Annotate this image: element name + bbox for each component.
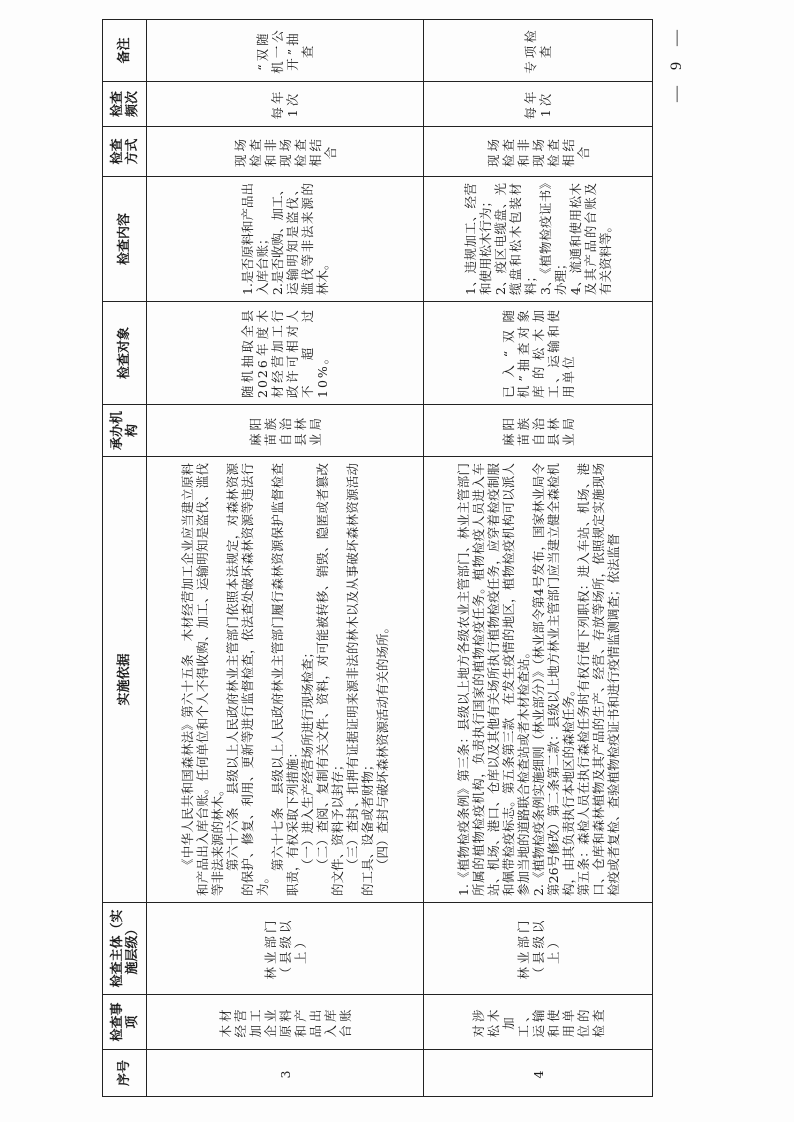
content-item: 4、流通和使用松木及其产品的台账及有关资料等。: [568, 183, 613, 295]
cell-content: [424, 177, 653, 302]
basis-paragraph: （一）进入生产经营场所进行现场检查；: [300, 645, 315, 871]
content-item: 1.是否原料和产品出入库台账；: [240, 183, 270, 295]
header-method: 检查方式: [103, 127, 147, 177]
cell-method: 现场检查和非现场检查相结合: [424, 127, 653, 177]
cell-content: [147, 177, 424, 302]
inspection-table: [102, 19, 653, 1097]
basis-paragraph: 1.《植物检疫条例》第三条：县级以上地方各级农业主管部门、林业主管部门所属的植物检疫机构，负责执行国家的植物检疫任务。植物检疫人员进入车站、机场、港口、仓库以及其他有关场所执行植物检疫任务，应穿着检疫制服和佩带检疫标志。第五条第三款 在发生疫情的地区，植物检疫机构可以派人参加当地的道路联合检查站或者木材检查站。: [455, 463, 531, 896]
content-item: 2.是否收购、加工、运输明知是盗伐、滥伐等非法来源的林木。: [270, 183, 330, 295]
content-item: 3、《植物检疫证书》办理；: [538, 183, 568, 295]
header-no: 序号: [103, 1050, 147, 1097]
content-item: 2、疫区电缆盘、光缆盘和松木包装材料；: [493, 183, 538, 295]
cell-subject: 林业部门（县级以上）: [424, 903, 653, 995]
header-target: 检查对象: [103, 302, 147, 405]
cell-target: 随机抽取全县2026年度木材经营加工行政许可相对人不超过10%。: [147, 302, 424, 405]
basis-paragraph: 第五条：森检人员在执行森检任务时有权行使下列职权：进入车站、机场、港口、仓库和森林植物及其产品的生产、经营、存放等场所，依照规定实施现场检疫或者复检、查验植物检疫证书和进行疫情监测调查；依法监督: [575, 463, 621, 896]
cell-no: 3: [147, 1050, 424, 1097]
basis-paragraph: （四）查封与破坏森林资源活动有关的场所。: [375, 620, 390, 871]
basis-paragraph: 第六十七条 县级以上人民政府林业主管部门履行森林资源保护监督检查职责，有权采取下列措施：: [270, 463, 300, 896]
basis-paragraph: 2.《植物检疫条例实施细则（林业部分）》（林业部令第4号发布，国家林业局令第26号修改）第二条第二款：县级以上地方林业主管部门应当建立健全森检机构，由其负责执行本地区的森检任务。: [530, 463, 576, 896]
cell-remark: 专项检查: [424, 20, 653, 82]
header-row: [103, 20, 147, 1097]
header-remark: 备注: [103, 20, 147, 82]
header-agency: 承办机构: [103, 405, 147, 457]
cell-item: 木材经营加工企业原料和产品出入库台账: [147, 995, 424, 1050]
header-content: 检查内容: [103, 177, 147, 302]
page-number: — 9 —: [668, 24, 685, 102]
cell-item: 对涉松木加工、运输和使用单位的检查: [424, 995, 653, 1050]
header-subject: 检查主体（实施层级）: [103, 903, 147, 995]
cell-frequency: 每年1次: [424, 82, 653, 127]
cell-basis: [147, 457, 424, 903]
cell-frequency: 每年1次: [147, 82, 424, 127]
basis-paragraph: 《中华人民共和国森林法》第六十五条 木材经营加工企业应当建立原料和产品出入库台账。任何单位和个人不得收购、加工、运输明知是盗伐、滥伐等非法来源的林木。: [180, 463, 225, 896]
table-row: [424, 20, 653, 1097]
basis-paragraph: （二）查阅、复制有关文件、资料，对可能被转移、销毁、隐匿或者篡改的文件、资料予以封存；: [315, 463, 345, 896]
basis-paragraph: （三）查封、扣押有证据证明来源非法的林木以及从事破坏森林资源活动的工具、设备或者财物；: [345, 463, 375, 896]
table-row: [147, 20, 424, 1097]
cell-target: 已入“双随机”抽查对象库的松木加工、运输和使用单位: [424, 302, 653, 405]
cell-basis: [424, 457, 653, 903]
header-basis: 实施依据: [103, 457, 147, 903]
basis-paragraph: 第六十六条 县级以上人民政府林业主管部门依照本法规定，对森林资源的保护、修复、利用、更新等进行监督检查，依法查处破坏森林资源等违法行为。: [225, 463, 270, 896]
header-frequency: 检查频次: [103, 82, 147, 127]
cell-no: 4: [424, 1050, 653, 1097]
cell-remark: “双随机一公开”抽查: [147, 20, 424, 82]
cell-agency: 麻阳苗族自治县林业局: [424, 405, 653, 457]
cell-method: 现场检查和非现场检查相结合: [147, 127, 424, 177]
header-item: 检查事项: [103, 995, 147, 1050]
cell-agency: 麻阳苗族自治县林业局: [147, 405, 424, 457]
cell-subject: 林业部门（县级以上）: [147, 903, 424, 995]
content-item: 1、违规加工、经营和使用松木行为；: [463, 183, 493, 295]
